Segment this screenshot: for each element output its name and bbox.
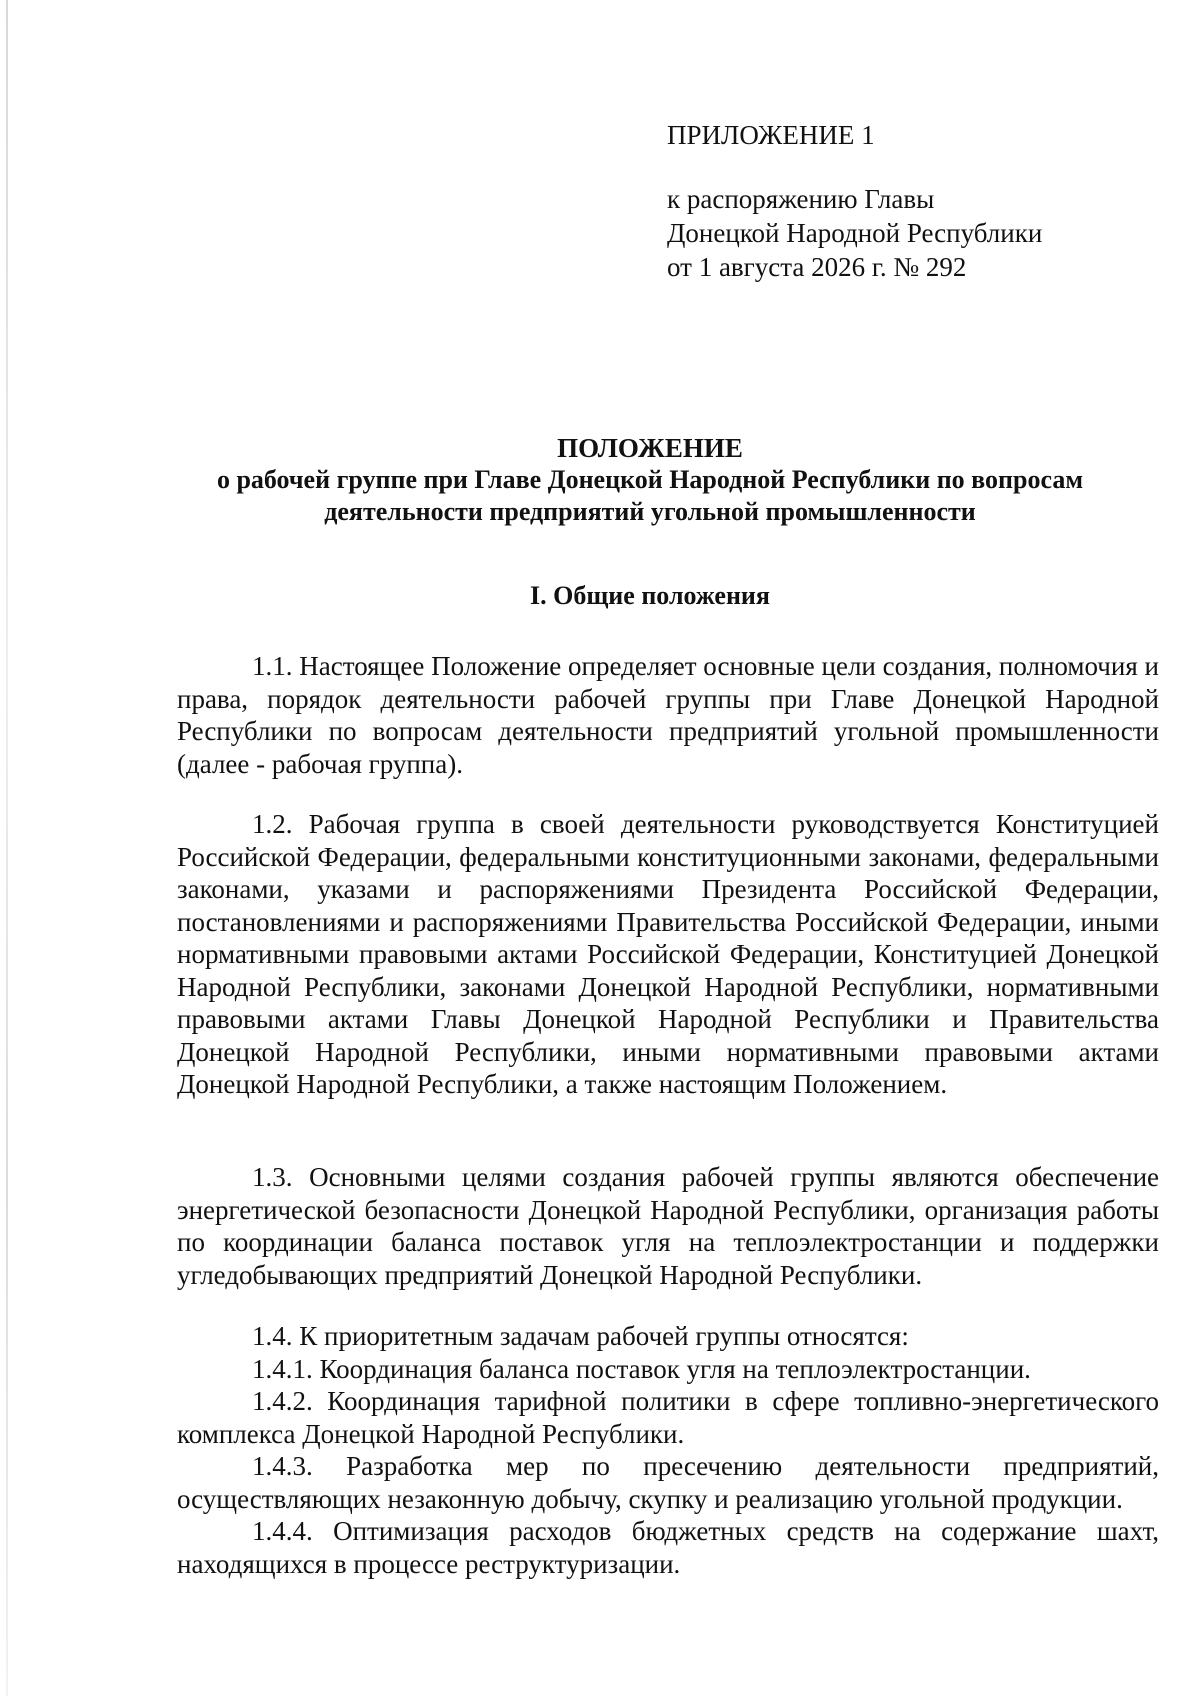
paragraph-1-4-1: 1.4.1. Координация баланса поставок угля на теплоэлектростанции.	[252, 1353, 1031, 1384]
document-subtitle-line-2: деятельности предприятий угольной промышленности	[324, 497, 976, 526]
paragraph-1-1: 1.1. Настоящее Положение определяет основные цели создания, полномочия и права, порядок деятельности рабочей группы при Главе Донецкой Народной Республики по вопросам деятельности предприятий угольной промышленности (далее - рабочая группа).	[177, 651, 1159, 779]
paragraph-1-4-2: 1.4.2. Координация тарифной политики в сфере топливно-энергетического комплекса Донецкой Народной Республики.	[177, 1386, 1159, 1449]
section-heading: I. Общие положения	[530, 581, 770, 610]
paragraph-1-1-block	[177, 650, 1159, 780]
scan-edge	[6, 0, 8, 1696]
paragraph-1-4-3: 1.4.3. Разработка мер по пресечению деятельности предприятий, осуществляющих незаконную добычу, скупку и реализацию угольной продукции.	[177, 1451, 1159, 1514]
appendix-line-2: Донецкой Народной Республики	[667, 218, 1043, 248]
appendix-line-3: от 1 августа 2026 г. № 292	[667, 252, 967, 282]
paragraph-1-4-4: 1.4.4. Оптимизация расходов бюджетных средств на содержание шахт, находящихся в процессе реструктуризации.	[177, 1516, 1159, 1579]
appendix-block	[667, 118, 1127, 284]
paragraph-1-4-block	[177, 1320, 1159, 1580]
appendix-title: ПРИЛОЖЕНИЕ 1	[667, 120, 875, 150]
appendix-line-1: к распоряжению Главы	[667, 184, 935, 214]
document-title-block	[150, 432, 1150, 528]
paragraph-1-4: 1.4. К приоритетным задачам рабочей группы относятся:	[252, 1321, 909, 1351]
paragraph-1-2: 1.2. Рабочая группа в своей деятельности руководствуется Конституцией Российской Федерации, федеральными конституционными законами, федеральными законами, указами и распоряжениями Президента Российской Федерации, постановлениями и распоряжениями Правительства Российской Федерации, иными нормативными правовыми актами Российской Федерации, Конституцией Донецкой Народной Республики, законами Донецкой Народной Республики, нормативными правовыми актами Главы Донецкой Народной Республики и Правительства Донецкой Народной Республики, иными нормативными правовыми актами Донецкой Народной Республики, а также настоящим Положением.	[177, 809, 1159, 1099]
paragraph-1-2-block	[177, 808, 1159, 1101]
paragraph-1-3-block	[177, 1161, 1159, 1291]
document-subtitle-line-1: о рабочей группе при Главе Донецкой Народной Республики по вопросам	[216, 465, 1084, 494]
paragraph-1-3: 1.3. Основными целями создания рабочей группы являются обеспечение энергетической безопасности Донецкой Народной Республики, организация работы по координации баланса поставок угля на теплоэлектростанции и поддержки угледобывающих предприятий Донецкой Народной Республики.	[177, 1162, 1159, 1290]
document-title: ПОЛОЖЕНИЕ	[557, 433, 743, 463]
